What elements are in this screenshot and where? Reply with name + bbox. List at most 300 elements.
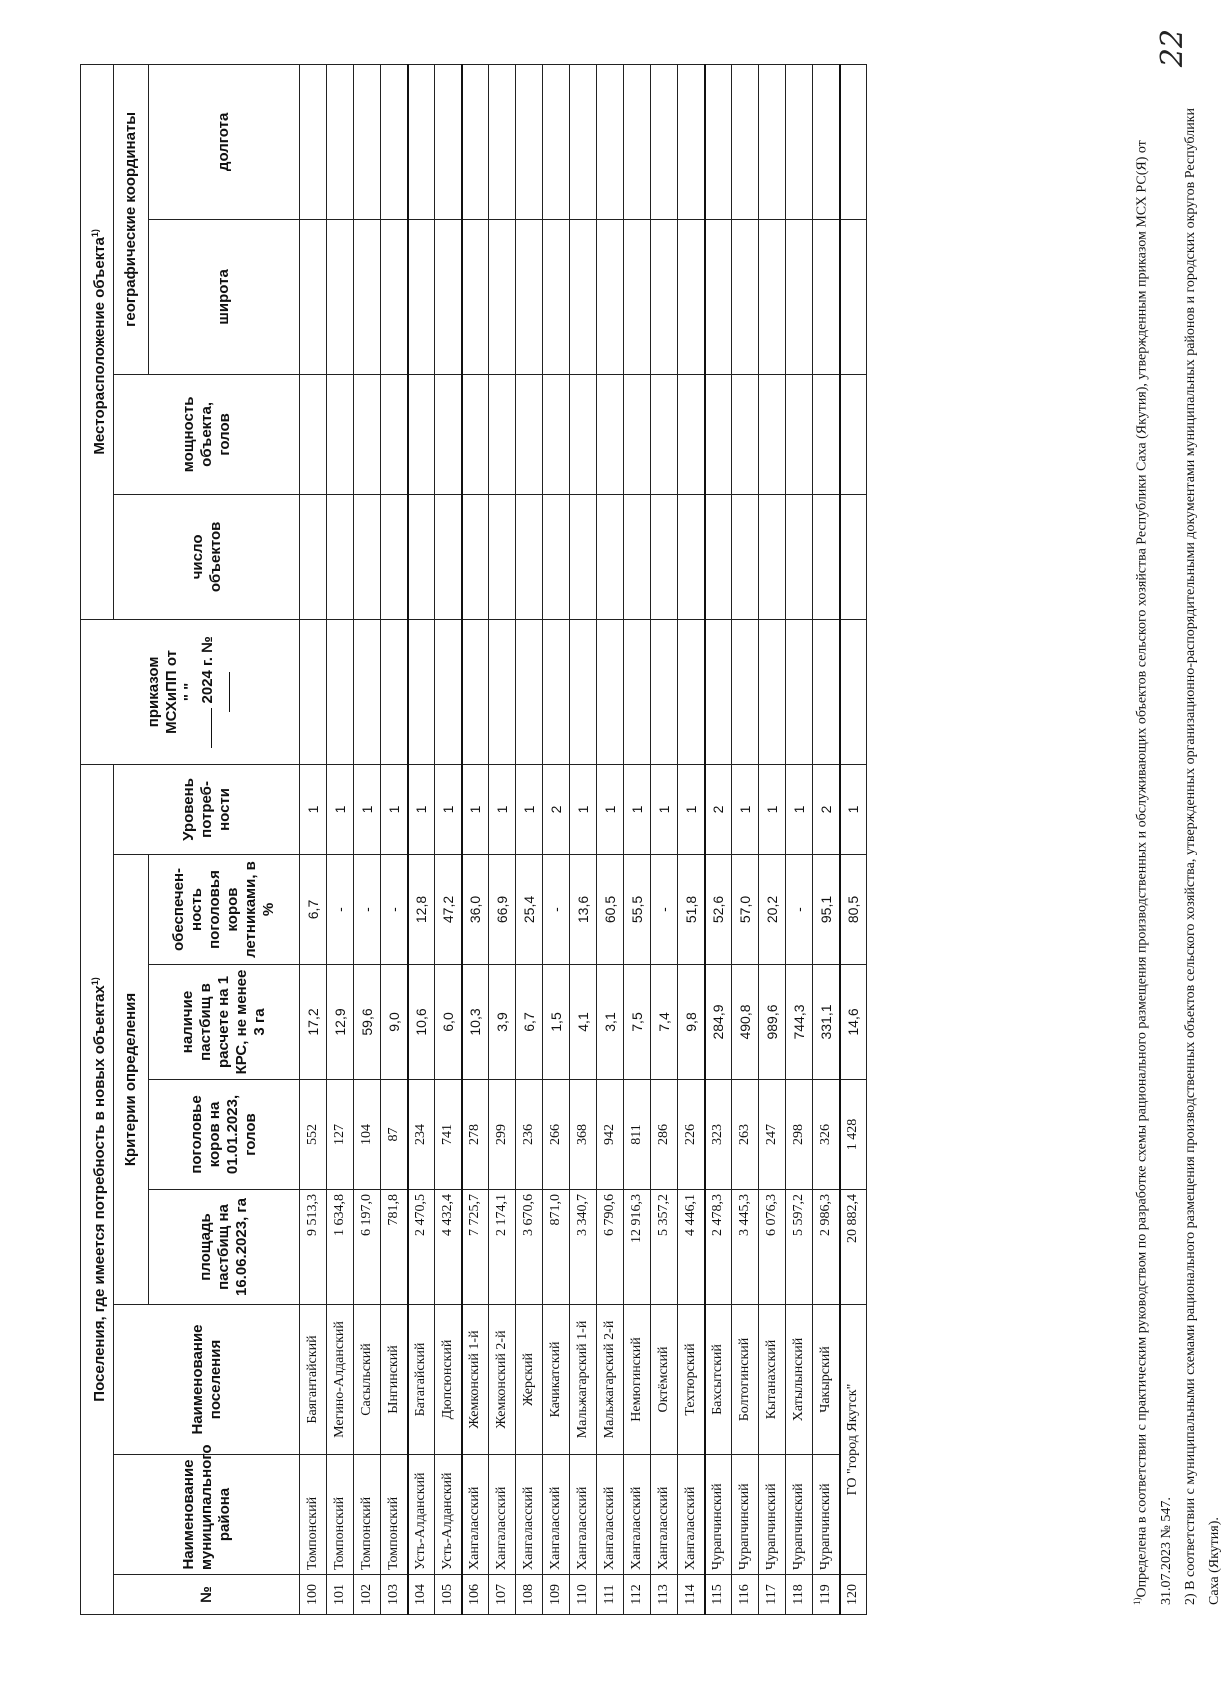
row-level: 1 — [786, 764, 813, 854]
row-number: 103 — [381, 1575, 408, 1615]
row-lon — [570, 64, 597, 219]
row-area: 5 357,2 — [651, 1190, 678, 1305]
col-no-header: № — [114, 1575, 300, 1615]
row-area: 3 445,3 — [732, 1190, 759, 1305]
row-order — [759, 619, 786, 764]
table-row — [354, 64, 381, 1614]
row-settlement: Хатылынский — [786, 1305, 813, 1455]
table-row — [543, 64, 570, 1614]
row-lon — [354, 64, 381, 219]
row-order — [435, 619, 462, 764]
table-row — [327, 64, 354, 1614]
row-cows: 942 — [597, 1080, 624, 1190]
table-row — [570, 64, 597, 1614]
row-area: 871,0 — [543, 1190, 570, 1305]
row-level: 1 — [624, 764, 651, 854]
row-provision: - — [354, 855, 381, 965]
row-provision: 36,0 — [462, 855, 489, 965]
row-capacity — [651, 374, 678, 494]
row-order — [732, 619, 759, 764]
row-settlement: Качикатский — [543, 1305, 570, 1455]
row-count — [678, 494, 705, 619]
row-district: Чурапчинский — [705, 1455, 732, 1575]
row-order — [543, 619, 570, 764]
row-provision: 95,1 — [813, 855, 840, 965]
row-level: 1 — [516, 764, 543, 854]
row-provision: 51,8 — [678, 855, 705, 965]
col-capacity-header: мощность объекта, голов — [114, 374, 300, 494]
row-district: Хангаласский — [597, 1455, 624, 1575]
row-level: 1 — [489, 764, 516, 854]
row-district: Усть-Алданский — [408, 1455, 435, 1575]
row-settlement: Дюпсюнский — [435, 1305, 462, 1455]
row-order — [489, 619, 516, 764]
col-geo-header: географические координаты — [114, 64, 149, 374]
row-order — [813, 619, 840, 764]
row-number: 102 — [354, 1575, 381, 1615]
row-lat — [300, 219, 327, 374]
row-count — [732, 494, 759, 619]
row-district: Хангаласский — [651, 1455, 678, 1575]
row-lat — [624, 219, 651, 374]
row-district: Томпонский — [381, 1455, 408, 1575]
row-area: 3 670,6 — [516, 1190, 543, 1305]
table-row — [381, 64, 408, 1614]
row-pasture-per: 6,0 — [435, 965, 462, 1080]
row-cows: 263 — [732, 1080, 759, 1190]
row-area: 4 432,4 — [435, 1190, 462, 1305]
row-pasture-per: 331,1 — [813, 965, 840, 1080]
row-lat — [570, 219, 597, 374]
row-number: 117 — [759, 1575, 786, 1615]
row-lat — [543, 219, 570, 374]
col-count-header: число объектов — [114, 494, 300, 619]
row-lat — [786, 219, 813, 374]
table-row — [651, 64, 678, 1614]
row-area: 2 478,3 — [705, 1190, 732, 1305]
row-provision: 57,0 — [732, 855, 759, 965]
row-level: 1 — [462, 764, 489, 854]
row-cows: 1 428 — [840, 1080, 867, 1190]
row-pasture-per: 59,6 — [354, 965, 381, 1080]
row-capacity — [597, 374, 624, 494]
row-settlement: Сасыльский — [354, 1305, 381, 1455]
row-provision: - — [651, 855, 678, 965]
col-level-header: Уровень потреб-ности — [114, 764, 300, 854]
row-district: Усть-Алданский — [435, 1455, 462, 1575]
row-order — [462, 619, 489, 764]
row-level: 1 — [435, 764, 462, 854]
row-lon — [759, 64, 786, 219]
row-order — [516, 619, 543, 764]
row-district: Чурапчинский — [732, 1455, 759, 1575]
row-lon — [678, 64, 705, 219]
row-capacity — [813, 374, 840, 494]
location-header: Месторасположение объекта$^{1)}$ — [81, 64, 114, 619]
row-area: 2 174,1 — [489, 1190, 516, 1305]
row-count — [813, 494, 840, 619]
row-area: 7 725,7 — [462, 1190, 489, 1305]
table-row — [408, 64, 435, 1614]
col-lon-header: долгота — [149, 64, 300, 219]
order-header: приказом МСХиПП от " " 2024 г. № — [81, 619, 300, 764]
row-settlement: Ынгинский — [381, 1305, 408, 1455]
row-district: Хангаласский — [516, 1455, 543, 1575]
row-lat — [813, 219, 840, 374]
row-pasture-per: 14,6 — [840, 965, 867, 1080]
table-row — [489, 64, 516, 1614]
row-area: 1 634,8 — [327, 1190, 354, 1305]
row-area: 2 986,3 — [813, 1190, 840, 1305]
row-number: 107 — [489, 1575, 516, 1615]
row-count — [759, 494, 786, 619]
row-level: 2 — [705, 764, 732, 854]
row-capacity — [354, 374, 381, 494]
row-cows: 226 — [678, 1080, 705, 1190]
row-level: 1 — [570, 764, 597, 854]
row-capacity — [408, 374, 435, 494]
row-level: 1 — [678, 764, 705, 854]
row-cows: 326 — [813, 1080, 840, 1190]
row-order — [300, 619, 327, 764]
col-cows-header: поголовье коров на 01.01.2023, голов — [149, 1080, 300, 1190]
row-lon — [840, 64, 867, 219]
col-district-header: Наименование муниципального района — [114, 1455, 300, 1575]
row-lat — [381, 219, 408, 374]
table-row — [624, 64, 651, 1614]
row-district: Чурапчинский — [759, 1455, 786, 1575]
row-pasture-per: 12,9 — [327, 965, 354, 1080]
row-lat — [354, 219, 381, 374]
table-row — [786, 64, 813, 1614]
row-number: 105 — [435, 1575, 462, 1615]
row-provision: 12,8 — [408, 855, 435, 965]
row-lat — [678, 219, 705, 374]
row-pasture-per: 10,6 — [408, 965, 435, 1080]
row-area: 6 076,3 — [759, 1190, 786, 1305]
row-pasture-per: 3,9 — [489, 965, 516, 1080]
row-count — [381, 494, 408, 619]
row-capacity — [705, 374, 732, 494]
row-count — [489, 494, 516, 619]
row-lon — [408, 64, 435, 219]
row-provision: - — [543, 855, 570, 965]
row-lat — [759, 219, 786, 374]
row-capacity — [759, 374, 786, 494]
row-area: 5 597,2 — [786, 1190, 813, 1305]
row-level: 2 — [813, 764, 840, 854]
row-count — [840, 494, 867, 619]
row-lat — [462, 219, 489, 374]
table-body — [300, 64, 867, 1614]
row-lon — [462, 64, 489, 219]
row-settlement: Болтогинский — [732, 1305, 759, 1455]
row-capacity — [840, 374, 867, 494]
row-area: 781,8 — [381, 1190, 408, 1305]
row-level: 1 — [840, 764, 867, 854]
row-order — [381, 619, 408, 764]
row-cows: 368 — [570, 1080, 597, 1190]
row-cows: 247 — [759, 1080, 786, 1190]
row-number: 114 — [678, 1575, 705, 1615]
row-capacity — [462, 374, 489, 494]
table-row — [678, 64, 705, 1614]
row-capacity — [489, 374, 516, 494]
row-cows: 286 — [651, 1080, 678, 1190]
row-cows: 234 — [408, 1080, 435, 1190]
table-row — [597, 64, 624, 1614]
row-order — [705, 619, 732, 764]
table-row — [759, 64, 786, 1614]
row-lon — [543, 64, 570, 219]
row-pasture-per: 490,8 — [732, 965, 759, 1080]
row-count — [462, 494, 489, 619]
row-lat — [651, 219, 678, 374]
row-count — [408, 494, 435, 619]
row-level: 1 — [408, 764, 435, 854]
row-settlement: Немюгинский — [624, 1305, 651, 1455]
row-settlement: Техтюрский — [678, 1305, 705, 1455]
row-cows: 299 — [489, 1080, 516, 1190]
row-cows: 266 — [543, 1080, 570, 1190]
row-district: Чурапчинский — [786, 1455, 813, 1575]
col-lat-header: широта — [149, 219, 300, 374]
row-capacity — [570, 374, 597, 494]
row-count — [354, 494, 381, 619]
row-number: 116 — [732, 1575, 759, 1615]
row-pasture-per: 4,1 — [570, 965, 597, 1080]
row-order — [408, 619, 435, 764]
row-lon — [327, 64, 354, 219]
row-lon — [786, 64, 813, 219]
row-capacity — [543, 374, 570, 494]
row-area: 6 197,0 — [354, 1190, 381, 1305]
footnote-2: 2) В соответствии с муниципальными схемами рационального размещения производственных объектов сельского хозяйства, утвержденных организационно-распорядительными документами муниципальных районов и городских округов Республики Саха (Якутия). — [1182, 108, 1222, 1605]
row-settlement: Жемконский 2-й — [489, 1305, 516, 1455]
row-count — [300, 494, 327, 619]
row-count — [597, 494, 624, 619]
row-cows: 552 — [300, 1080, 327, 1190]
row-number: 111 — [597, 1575, 624, 1615]
row-number: 104 — [408, 1575, 435, 1615]
row-settlement: Батагайский — [408, 1305, 435, 1455]
row-cows: 811 — [624, 1080, 651, 1190]
table-row — [732, 64, 759, 1614]
settlements-table — [80, 64, 867, 1615]
row-pasture-per: 7,4 — [651, 965, 678, 1080]
row-cows: 298 — [786, 1080, 813, 1190]
row-lat — [597, 219, 624, 374]
footnote-1: $^{1)}$Определена в соответствии с практическим руководством по разработке схемы рационального размещения производственных и обслуживающих объектов сельского хозяйства Республики Саха (Якутия), утвержденным приказом МСХ РС(Я) от 31.07.2023 № 547. — [1132, 140, 1174, 1605]
row-order — [624, 619, 651, 764]
row-pasture-per: 284,9 — [705, 965, 732, 1080]
row-settlement: Жемконский 1-й — [462, 1305, 489, 1455]
row-level: 1 — [651, 764, 678, 854]
row-order — [840, 619, 867, 764]
row-lon — [516, 64, 543, 219]
row-order — [354, 619, 381, 764]
row-number: 101 — [327, 1575, 354, 1615]
row-lon — [651, 64, 678, 219]
row-area: 4 446,1 — [678, 1190, 705, 1305]
row-district: Хангаласский — [462, 1455, 489, 1575]
row-provision: 55,5 — [624, 855, 651, 965]
row-lon — [732, 64, 759, 219]
row-district: Хангаласский — [678, 1455, 705, 1575]
row-count — [435, 494, 462, 619]
row-district: Томпонский — [300, 1455, 327, 1575]
row-provision: 25,4 — [516, 855, 543, 965]
table-row — [462, 64, 489, 1614]
row-lon — [624, 64, 651, 219]
table-row — [435, 64, 462, 1614]
row-provision: - — [786, 855, 813, 965]
row-provision: - — [381, 855, 408, 965]
table-row — [840, 64, 867, 1614]
row-order — [597, 619, 624, 764]
row-number: 112 — [624, 1575, 651, 1615]
row-count — [570, 494, 597, 619]
row-lat — [516, 219, 543, 374]
row-provision: - — [327, 855, 354, 965]
row-pasture-per: 10,3 — [462, 965, 489, 1080]
row-pasture-per: 17,2 — [300, 965, 327, 1080]
row-pasture-per: 744,3 — [786, 965, 813, 1080]
col-provision-header: обеспечен-ность поголовья коров летниками, в % — [149, 855, 300, 965]
row-provision: 20,2 — [759, 855, 786, 965]
row-capacity — [327, 374, 354, 494]
row-cows: 741 — [435, 1080, 462, 1190]
row-lat — [435, 219, 462, 374]
row-pasture-per: 7,5 — [624, 965, 651, 1080]
row-area: 9 513,3 — [300, 1190, 327, 1305]
row-cows: 87 — [381, 1080, 408, 1190]
row-number: 120 — [840, 1575, 867, 1615]
row-count — [327, 494, 354, 619]
row-lat — [732, 219, 759, 374]
row-capacity — [732, 374, 759, 494]
footnotes — [1125, 85, 1227, 1605]
row-cows: 104 — [354, 1080, 381, 1190]
row-level: 1 — [354, 764, 381, 854]
row-capacity — [381, 374, 408, 494]
row-lon — [381, 64, 408, 219]
row-cows: 323 — [705, 1080, 732, 1190]
row-settlement: Жерский — [516, 1305, 543, 1455]
row-area: 12 916,3 — [624, 1190, 651, 1305]
row-level: 1 — [300, 764, 327, 854]
row-level: 1 — [381, 764, 408, 854]
row-settlement: Баягантайский — [300, 1305, 327, 1455]
row-count — [516, 494, 543, 619]
col-settlement-header: Наименование поселения — [114, 1305, 300, 1455]
row-number: 100 — [300, 1575, 327, 1615]
row-settlement: Кытанахский — [759, 1305, 786, 1455]
table-row — [516, 64, 543, 1614]
row-lon — [300, 64, 327, 219]
row-count — [624, 494, 651, 619]
row-order — [651, 619, 678, 764]
col-pasture-per-header: наличие пастбищ в расчете на 1 КРС, не менее 3 га — [149, 965, 300, 1080]
row-count — [786, 494, 813, 619]
col-area-header: площадь пастбищ на 16.06.2023, га — [149, 1190, 300, 1305]
row-lon — [597, 64, 624, 219]
row-level: 1 — [327, 764, 354, 854]
row-provision: 13,6 — [570, 855, 597, 965]
row-pasture-per: 1,5 — [543, 965, 570, 1080]
row-settlement: Мальжагарский 1-й — [570, 1305, 597, 1455]
row-pasture-per: 9,0 — [381, 965, 408, 1080]
row-number: 118 — [786, 1575, 813, 1615]
row-order — [786, 619, 813, 764]
row-number: 119 — [813, 1575, 840, 1615]
row-lat — [840, 219, 867, 374]
row-number: 115 — [705, 1575, 732, 1615]
row-order — [678, 619, 705, 764]
row-settlement: Октёмский — [651, 1305, 678, 1455]
row-settlement: Бахсытский — [705, 1305, 732, 1455]
row-level: 1 — [732, 764, 759, 854]
row-lat — [705, 219, 732, 374]
table-row — [813, 64, 840, 1614]
row-area: 2 470,5 — [408, 1190, 435, 1305]
row-level: 2 — [543, 764, 570, 854]
row-district: Томпонский — [354, 1455, 381, 1575]
row-pasture-per: 9,8 — [678, 965, 705, 1080]
row-capacity — [516, 374, 543, 494]
row-lat — [489, 219, 516, 374]
row-order — [327, 619, 354, 764]
row-count — [543, 494, 570, 619]
row-provision: 52,6 — [705, 855, 732, 965]
row-cows: 236 — [516, 1080, 543, 1190]
page-number: 22 — [1155, 28, 1190, 68]
row-lon — [813, 64, 840, 219]
row-lon — [489, 64, 516, 219]
row-pasture-per: 989,6 — [759, 965, 786, 1080]
criteria-header: Критерии определения — [114, 855, 149, 1305]
row-capacity — [678, 374, 705, 494]
table-row — [705, 64, 732, 1614]
row-district: Хангаласский — [570, 1455, 597, 1575]
row-level: 1 — [759, 764, 786, 854]
row-area: 3 340,7 — [570, 1190, 597, 1305]
row-provision: 80,5 — [840, 855, 867, 965]
row-level: 1 — [597, 764, 624, 854]
row-provision: 6,7 — [300, 855, 327, 965]
row-number: 106 — [462, 1575, 489, 1615]
row-number: 109 — [543, 1575, 570, 1615]
row-district: ГО "город Якутск" — [840, 1305, 867, 1575]
row-count — [651, 494, 678, 619]
row-order — [570, 619, 597, 764]
row-count — [705, 494, 732, 619]
row-district: Хангаласский — [624, 1455, 651, 1575]
row-lon — [705, 64, 732, 219]
row-district: Томпонский — [327, 1455, 354, 1575]
row-district: Чурапчинский — [813, 1455, 840, 1575]
row-number: 110 — [570, 1575, 597, 1615]
row-area: 20 882,4 — [840, 1190, 867, 1305]
rotated-landscape-content — [80, 65, 1222, 1615]
row-capacity — [786, 374, 813, 494]
row-settlement: Чакырский — [813, 1305, 840, 1455]
row-district: Хангаласский — [489, 1455, 516, 1575]
row-lon — [435, 64, 462, 219]
settlements-header: Поселения, где имеется потребность в новых объектах$^{1)}$ — [81, 764, 114, 1614]
row-capacity — [435, 374, 462, 494]
row-district: Хангаласский — [543, 1455, 570, 1575]
